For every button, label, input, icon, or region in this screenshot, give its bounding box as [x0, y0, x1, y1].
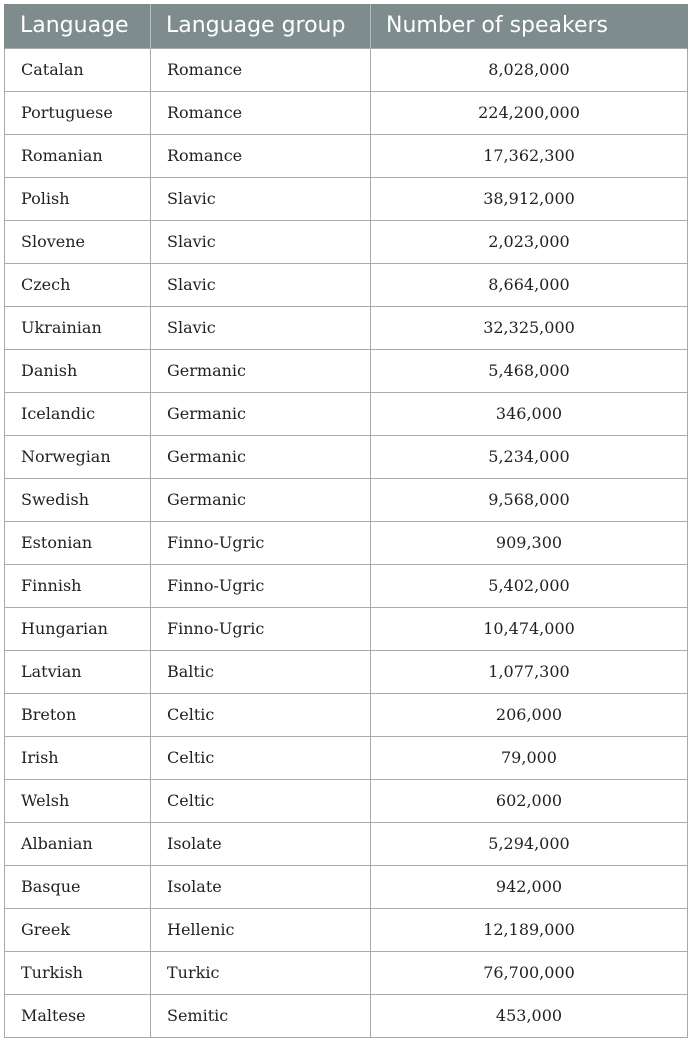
cell-language: Basque [5, 865, 151, 908]
table-body [5, 48, 688, 1037]
cell-language-group: Germanic [151, 349, 371, 392]
cell-language-group: Celtic [151, 693, 371, 736]
cell-number-of-speakers: 942,000 [371, 865, 688, 908]
table-row [5, 650, 688, 693]
cell-language-group: Baltic [151, 650, 371, 693]
table-row [5, 607, 688, 650]
table-row [5, 392, 688, 435]
cell-number-of-speakers: 38,912,000 [371, 177, 688, 220]
table-row [5, 865, 688, 908]
languages-table-container [4, 4, 687, 1038]
cell-language-group: Celtic [151, 779, 371, 822]
cell-number-of-speakers: 909,300 [371, 521, 688, 564]
cell-number-of-speakers: 5,468,000 [371, 349, 688, 392]
table-row [5, 263, 688, 306]
cell-number-of-speakers: 2,023,000 [371, 220, 688, 263]
cell-number-of-speakers: 602,000 [371, 779, 688, 822]
cell-language: Danish [5, 349, 151, 392]
cell-language-group: Finno-Ugric [151, 564, 371, 607]
table-header [5, 4, 688, 48]
table-row [5, 779, 688, 822]
table-row [5, 693, 688, 736]
table-row [5, 908, 688, 951]
table-row [5, 736, 688, 779]
cell-number-of-speakers: 8,028,000 [371, 48, 688, 91]
cell-language-group: Germanic [151, 435, 371, 478]
cell-language: Irish [5, 736, 151, 779]
table-row [5, 564, 688, 607]
cell-number-of-speakers: 79,000 [371, 736, 688, 779]
cell-language: Romanian [5, 134, 151, 177]
cell-language: Greek [5, 908, 151, 951]
cell-number-of-speakers: 5,294,000 [371, 822, 688, 865]
cell-number-of-speakers: 224,200,000 [371, 91, 688, 134]
cell-language-group: Germanic [151, 392, 371, 435]
cell-number-of-speakers: 12,189,000 [371, 908, 688, 951]
cell-language: Catalan [5, 48, 151, 91]
cell-language: Czech [5, 263, 151, 306]
cell-language-group: Semitic [151, 994, 371, 1037]
header-row [5, 4, 688, 48]
cell-language: Welsh [5, 779, 151, 822]
cell-number-of-speakers: 5,402,000 [371, 564, 688, 607]
cell-language-group: Isolate [151, 865, 371, 908]
cell-language: Maltese [5, 994, 151, 1037]
table-row [5, 951, 688, 994]
header-language-group: Language group [151, 4, 371, 48]
table-row [5, 349, 688, 392]
table-row [5, 177, 688, 220]
cell-language: Breton [5, 693, 151, 736]
table-row [5, 134, 688, 177]
cell-language-group: Slavic [151, 220, 371, 263]
cell-language: Icelandic [5, 392, 151, 435]
languages-table [4, 4, 688, 1038]
cell-language-group: Finno-Ugric [151, 521, 371, 564]
table-row [5, 435, 688, 478]
cell-number-of-speakers: 8,664,000 [371, 263, 688, 306]
cell-language: Latvian [5, 650, 151, 693]
cell-language-group: Celtic [151, 736, 371, 779]
cell-number-of-speakers: 76,700,000 [371, 951, 688, 994]
cell-language: Ukrainian [5, 306, 151, 349]
cell-language-group: Romance [151, 48, 371, 91]
cell-language: Polish [5, 177, 151, 220]
cell-language-group: Germanic [151, 478, 371, 521]
cell-language: Swedish [5, 478, 151, 521]
cell-language: Norwegian [5, 435, 151, 478]
cell-language: Slovene [5, 220, 151, 263]
cell-number-of-speakers: 32,325,000 [371, 306, 688, 349]
cell-language: Turkish [5, 951, 151, 994]
cell-language-group: Slavic [151, 306, 371, 349]
cell-number-of-speakers: 17,362,300 [371, 134, 688, 177]
cell-number-of-speakers: 10,474,000 [371, 607, 688, 650]
cell-language-group: Turkic [151, 951, 371, 994]
cell-language-group: Isolate [151, 822, 371, 865]
table-row [5, 48, 688, 91]
table-row [5, 220, 688, 263]
cell-number-of-speakers: 206,000 [371, 693, 688, 736]
cell-language-group: Slavic [151, 177, 371, 220]
cell-number-of-speakers: 453,000 [371, 994, 688, 1037]
cell-language: Portuguese [5, 91, 151, 134]
cell-language: Albanian [5, 822, 151, 865]
cell-language-group: Slavic [151, 263, 371, 306]
cell-number-of-speakers: 5,234,000 [371, 435, 688, 478]
table-row [5, 521, 688, 564]
cell-number-of-speakers: 1,077,300 [371, 650, 688, 693]
cell-language-group: Finno-Ugric [151, 607, 371, 650]
cell-number-of-speakers: 9,568,000 [371, 478, 688, 521]
cell-language: Estonian [5, 521, 151, 564]
cell-language-group: Romance [151, 91, 371, 134]
table-row [5, 306, 688, 349]
cell-language: Finnish [5, 564, 151, 607]
table-row [5, 91, 688, 134]
header-language: Language [5, 4, 151, 48]
cell-language-group: Romance [151, 134, 371, 177]
cell-language-group: Hellenic [151, 908, 371, 951]
table-row [5, 994, 688, 1037]
table-row [5, 478, 688, 521]
header-number-of-speakers: Number of speakers [371, 4, 688, 48]
table-row [5, 822, 688, 865]
cell-language: Hungarian [5, 607, 151, 650]
cell-number-of-speakers: 346,000 [371, 392, 688, 435]
